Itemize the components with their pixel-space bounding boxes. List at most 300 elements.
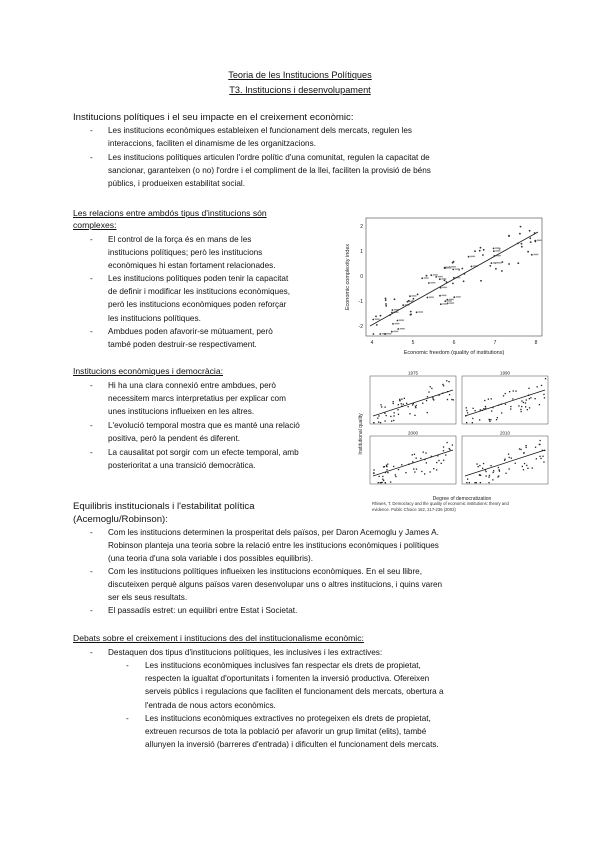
panel-point xyxy=(413,468,414,469)
panel-point xyxy=(485,471,486,472)
scatter-point xyxy=(444,267,446,269)
scatter-point xyxy=(501,270,503,272)
panel-point xyxy=(505,393,506,394)
scatter-point xyxy=(439,278,441,280)
panel-frame xyxy=(370,376,456,424)
panel-point xyxy=(385,407,386,408)
panel-point xyxy=(497,476,498,477)
panel-point xyxy=(521,406,522,407)
panel-point xyxy=(441,463,442,464)
scatter-point xyxy=(474,250,476,252)
scatter-point xyxy=(421,277,423,279)
bullet-dash: - xyxy=(90,421,93,430)
scatter-point xyxy=(480,280,482,282)
y-axis-label: Institutional quality xyxy=(358,413,364,455)
panel-point xyxy=(383,466,384,467)
scatter-point xyxy=(517,262,519,264)
panel-point xyxy=(422,403,423,404)
bullet-dash: - xyxy=(90,567,93,576)
panel-point xyxy=(526,399,527,400)
panels-figure xyxy=(352,366,552,506)
point-label xyxy=(429,297,434,298)
scatter-point xyxy=(376,324,378,326)
panel-point xyxy=(466,410,467,411)
panel-point xyxy=(423,452,424,453)
panel-point xyxy=(416,469,417,470)
scatter-figure xyxy=(340,210,550,360)
panel-point xyxy=(398,414,399,415)
scatter-point xyxy=(508,263,510,265)
scatter-point xyxy=(444,280,446,282)
panel-point xyxy=(541,385,542,386)
panel-point xyxy=(393,420,394,421)
point-label xyxy=(451,266,456,267)
panel-point xyxy=(432,397,433,398)
panel-point xyxy=(545,378,546,379)
bullet-dash: - xyxy=(90,448,93,457)
panel-point xyxy=(526,465,527,466)
panel-frame xyxy=(462,376,548,424)
x-axis-label: Degree of democratization xyxy=(432,496,492,502)
panel-point xyxy=(535,398,536,399)
scatter-point xyxy=(527,251,529,253)
panel-point xyxy=(488,399,489,400)
panel-point xyxy=(433,399,434,400)
scatter-point xyxy=(493,250,495,252)
scatter-point xyxy=(529,237,531,239)
bullet-dash: - xyxy=(90,327,93,336)
panel-point xyxy=(536,458,537,459)
scatter-point xyxy=(435,276,437,278)
panel-point xyxy=(393,403,394,404)
panel-point xyxy=(393,401,394,402)
panel-point xyxy=(373,422,374,423)
point-label xyxy=(495,250,500,251)
panel-point xyxy=(386,466,387,467)
panel-point xyxy=(540,440,541,441)
x-axis-label: Economic freedom (quality of institutions) xyxy=(403,350,505,356)
panel-point xyxy=(448,381,449,382)
scatter-point xyxy=(426,275,428,277)
scatter-point xyxy=(397,320,399,322)
panel-point xyxy=(478,466,479,467)
scatter-point xyxy=(468,256,470,258)
panel-point xyxy=(449,394,450,395)
figure-panel xyxy=(462,431,548,485)
scatter-point xyxy=(521,246,523,248)
panel-point xyxy=(420,458,421,459)
panel-point xyxy=(412,404,413,405)
scatter-point xyxy=(452,269,454,271)
figure-panel xyxy=(370,431,456,485)
scatter-point xyxy=(444,300,446,302)
panel-point xyxy=(503,395,504,396)
scatter-point xyxy=(461,268,463,270)
point-label xyxy=(400,328,405,329)
panel-point xyxy=(447,442,448,443)
panel-point xyxy=(486,475,487,476)
scatter-point xyxy=(427,297,429,299)
panel-point xyxy=(497,417,498,418)
panel-point xyxy=(399,400,400,401)
panel-point xyxy=(377,418,378,419)
panel-point xyxy=(381,406,382,407)
panel-point xyxy=(466,422,467,423)
scatter-point xyxy=(385,299,387,301)
point-label xyxy=(533,254,538,255)
x-tick-label: 8 xyxy=(534,340,538,346)
x-tick-labels xyxy=(371,340,538,346)
panel-point xyxy=(511,458,512,459)
point-label xyxy=(393,331,398,332)
panel-point xyxy=(436,462,437,463)
panel-point xyxy=(479,419,480,420)
scatter-point xyxy=(531,254,533,256)
panel-point xyxy=(391,421,392,422)
point-label xyxy=(399,320,404,321)
panel-point xyxy=(542,456,543,457)
panel-point xyxy=(390,481,391,482)
scatter-point xyxy=(521,243,523,245)
section4-bullet-2: Com les institucions polítiques influeixen les institucions econòmiques. En el seu llibre, discuteixen perquè alguns països varen desenvolupar uns o altres institucions, i quins varen ser els seus resultats. xyxy=(108,567,443,603)
panel-point xyxy=(480,482,481,483)
section2-bullet-2: Les institucions polítiques poden tenir la capacitat de definir i modificar les institucions econòmiques, però les institucions econòmiques poden reforçar les institucions polítiques. xyxy=(108,274,291,323)
panel-point xyxy=(530,397,531,398)
x-tick-label: 4 xyxy=(370,340,374,346)
panel-point xyxy=(525,402,526,403)
panel-point xyxy=(543,394,544,395)
panel-point xyxy=(397,409,398,410)
scatter-point xyxy=(409,295,411,297)
panel-point xyxy=(540,458,541,459)
point-label xyxy=(455,268,460,269)
panel-point xyxy=(522,466,523,467)
point-label xyxy=(493,262,498,263)
panel-point xyxy=(499,471,500,472)
section1-bullet-1: Les institucions econòmiques estableixen el funcionament dels mercats, regulen les interaccions, faciliten el dinamisme de les organitzacions. xyxy=(108,126,413,149)
panel-point xyxy=(539,456,540,457)
section5-subbullet-2: Les institucions econòmiques extractives no protegeixen els drets de propietat, extreuen recursos de tota la població per afavorir un grup limitat (elits), també allunyen la inversió (barreres d'entrada) i dificulten el funcionament dels mercats. xyxy=(145,714,439,750)
section3-bullet-3: La causalitat pot sorgir com un efecte temporal, amb posterioritat a una transició democràtica. xyxy=(108,448,299,471)
panel-point xyxy=(427,412,428,413)
panel-point xyxy=(380,422,381,423)
scatter-point xyxy=(439,295,441,297)
panel-point xyxy=(499,469,500,470)
point-label xyxy=(456,296,461,297)
point-label xyxy=(446,267,451,268)
point-label xyxy=(449,299,454,300)
panel-point xyxy=(523,469,524,470)
scatter-point xyxy=(491,262,493,264)
point-label xyxy=(442,295,447,296)
panel-point xyxy=(510,408,511,409)
point-label xyxy=(424,277,429,278)
scatter-point xyxy=(391,331,393,333)
scatter-point xyxy=(413,298,415,300)
panel-point xyxy=(416,405,417,406)
panel-point xyxy=(393,466,394,467)
panel-point xyxy=(509,468,510,469)
panel-point xyxy=(390,416,391,417)
scatter-point xyxy=(471,266,473,268)
scatter-point xyxy=(392,309,394,311)
point-label xyxy=(537,240,542,241)
panel-point xyxy=(382,476,383,477)
section3-heading: Institucions econòmiques i democràcia: xyxy=(73,366,223,376)
panel-point xyxy=(485,406,486,407)
panel-point xyxy=(452,444,453,445)
panel-point xyxy=(414,471,415,472)
subbullet-dash: - xyxy=(126,661,129,670)
scatter-point xyxy=(373,333,375,335)
bullet-dash: - xyxy=(90,606,93,615)
scatter-point xyxy=(508,235,510,237)
section4-bullet-1: Com les institucions determinen la prosperitat dels països, per Daron Acemoglu y James A. Robinson planteja una teoria sobre la relació entre les institucions econòmiques i polítiques (una teoria d'una sola variable i dos possibles equilibris). xyxy=(108,528,439,564)
panel-point xyxy=(425,452,426,453)
panel-point xyxy=(453,399,454,400)
document-subtitle: T3. Institucions i desenvolupament xyxy=(229,85,371,95)
panel-point xyxy=(501,412,502,413)
bullet-dash: - xyxy=(90,235,93,244)
scatter-point xyxy=(375,316,377,318)
panel-point xyxy=(544,397,545,398)
point-label xyxy=(447,300,452,301)
panel-point xyxy=(406,403,407,404)
y-tick-label: -2 xyxy=(358,324,363,330)
panel-point xyxy=(490,465,491,466)
scatter-point xyxy=(483,249,485,251)
bullet-dash: - xyxy=(90,381,93,390)
scatter-point xyxy=(385,305,387,307)
panel-point xyxy=(379,476,380,477)
y-tick-label: -1 xyxy=(358,299,363,305)
panel-point xyxy=(424,473,425,474)
point-label xyxy=(387,333,392,334)
panel-point xyxy=(378,422,379,423)
panel-title: 1990 xyxy=(499,370,511,376)
panel-point xyxy=(505,473,506,474)
scatter-point xyxy=(453,296,455,298)
bullet-dash: - xyxy=(90,126,93,135)
panel-point xyxy=(442,384,443,385)
panel-point xyxy=(504,459,505,460)
panel-point xyxy=(535,447,536,448)
panel-point xyxy=(451,399,452,400)
panel-point xyxy=(467,479,468,480)
scatter-point xyxy=(410,311,412,313)
panel-trend-line xyxy=(373,390,453,416)
panel-point xyxy=(505,404,506,405)
panel-point xyxy=(415,406,416,407)
panel-point xyxy=(466,407,467,408)
y-tick-labels xyxy=(359,224,364,330)
point-label xyxy=(441,278,446,279)
section5-subbullet-1: Les institucions econòmiques inclusives fan respectar els drets de propietat, respecten la igualtat d'oportunitats i fomenten la inversió productiva. Ofereixen serveis públics i regulacions que faciliten el funcionament dels mercats, obertura a l'entrada de nous actors econòmics. xyxy=(145,661,444,710)
scatter-point xyxy=(379,333,381,335)
panel-point xyxy=(447,399,448,400)
point-label xyxy=(433,274,438,275)
panel-point xyxy=(527,468,528,469)
section2-bullet-1: El control de la força és en mans de les institucions polítiques; però les institucions econòmiques hi estan fortament relacionades. xyxy=(108,235,276,271)
point-label xyxy=(418,311,423,312)
panels-svg xyxy=(352,366,552,506)
panel-point xyxy=(412,461,413,462)
panel-point xyxy=(539,444,540,445)
y-tick-label: 2 xyxy=(360,224,363,230)
point-label xyxy=(438,276,443,277)
panel-point xyxy=(532,467,533,468)
scatter-point xyxy=(430,274,432,276)
panel-point xyxy=(520,409,521,410)
panel-point xyxy=(445,454,446,455)
panel-point xyxy=(472,422,473,423)
figure-panel xyxy=(370,371,456,425)
section5-bullet-1: Destaquen dos tipus d'institucions polítiques, les inclusives i les extractives: xyxy=(108,648,383,657)
panel-point xyxy=(490,419,491,420)
panel-point xyxy=(539,404,540,405)
panel-point xyxy=(482,468,483,469)
panel-point xyxy=(393,415,394,416)
panel-point xyxy=(515,391,516,392)
section3-bullet-1: Hi ha una clara connexió entre ambdues, però necessitem marcs interpretatius per explicar com unes institucions influeixen en les altres. xyxy=(108,381,286,417)
panel-point xyxy=(386,469,387,470)
figure-caption: Rhiwes, T. Democracy and the quality of economic institutions: theory and evidence. Public Choice 162, 217-236 (2002) xyxy=(372,501,509,512)
panel-point xyxy=(433,468,434,469)
panel-point xyxy=(383,480,384,481)
panel-title: 2010 xyxy=(499,430,511,436)
panel-point xyxy=(380,404,381,405)
point-label xyxy=(430,282,435,283)
panel-point xyxy=(404,398,405,399)
y-tick-label: 1 xyxy=(360,249,363,255)
panel-point xyxy=(496,419,497,420)
scatter-point xyxy=(519,233,521,235)
panel-point xyxy=(403,404,404,405)
panel-point xyxy=(401,399,402,400)
panel-point xyxy=(513,390,514,391)
x-tick-label: 7 xyxy=(493,340,497,346)
scatter-point xyxy=(529,230,531,232)
panel-point xyxy=(378,415,379,416)
panel-point xyxy=(509,457,510,458)
panel-point xyxy=(479,474,480,475)
panel-point xyxy=(488,477,489,478)
panel-point xyxy=(380,482,381,483)
panel-point xyxy=(480,409,481,410)
scatter-point xyxy=(463,280,465,282)
panel-point xyxy=(521,411,522,412)
panel-point xyxy=(378,482,379,483)
panel-point xyxy=(394,412,395,413)
panel-point xyxy=(384,413,385,414)
panel-point xyxy=(537,386,538,387)
scatter-point xyxy=(416,311,418,313)
panel-point xyxy=(479,465,480,466)
regression-line xyxy=(370,232,538,326)
panel-point xyxy=(443,450,444,451)
panel-point xyxy=(385,482,386,483)
section1-bullet-2: Les institucions polítiques articulen l'ordre polític d'una comunitat, regulen la capacitat de sancionar, garanteixen (o no) l'ordre i el compliment de la llei, faciliten la provisió de béns públics, i produeixen estabilitat social. xyxy=(108,153,431,189)
point-label xyxy=(395,323,400,324)
x-tick-label: 5 xyxy=(411,340,415,346)
panel-point xyxy=(428,391,429,392)
panel-point xyxy=(521,400,522,401)
point-label xyxy=(495,247,500,248)
panel-point xyxy=(466,482,467,483)
panel-point xyxy=(409,413,410,414)
panel-point xyxy=(446,380,447,381)
section1-heading: Institucions polítiques i el seu impacte en el creixement econòmic: xyxy=(73,112,354,123)
scatter-point xyxy=(384,333,386,335)
y-tick-label: 0 xyxy=(360,274,363,280)
scatter-point xyxy=(392,323,394,325)
panel-point xyxy=(387,472,388,473)
scatter-point xyxy=(493,248,495,250)
panel-point xyxy=(426,400,427,401)
scatter-points xyxy=(372,226,542,335)
panel-point xyxy=(518,405,519,406)
panel-point xyxy=(427,396,428,397)
panel-point xyxy=(525,406,526,407)
panel-point xyxy=(401,403,402,404)
section4-bullet-3: El passadís estret: un equilibri entre Estat i Societat. xyxy=(108,606,298,615)
panel-point xyxy=(491,410,492,411)
point-label xyxy=(449,302,454,303)
panel-point xyxy=(408,406,409,407)
scatter-point xyxy=(452,283,454,285)
panel-point xyxy=(510,406,511,407)
scatter-point xyxy=(410,314,412,316)
panel-point xyxy=(395,476,396,477)
panel-point xyxy=(426,462,427,463)
point-label xyxy=(412,295,417,296)
scatter-point xyxy=(502,261,504,263)
scatter-point xyxy=(380,315,382,317)
panel-point xyxy=(492,479,493,480)
panel-point xyxy=(412,454,413,455)
point-label xyxy=(442,303,447,304)
panel-point xyxy=(443,446,444,447)
panel-point xyxy=(467,412,468,413)
bullet-dash: - xyxy=(90,153,93,162)
scatter-point xyxy=(417,294,419,296)
panel-point xyxy=(524,463,525,464)
scatter-point xyxy=(372,319,374,321)
scatter-point xyxy=(402,304,404,306)
panel-point xyxy=(525,445,526,446)
panel-point xyxy=(469,482,470,483)
panel-point xyxy=(443,460,444,461)
panel-point xyxy=(491,398,492,399)
scatter-point xyxy=(385,303,387,305)
panel-point xyxy=(508,454,509,455)
section2-heading: Les relacions entre ambdós tipus d'institucions són complexes: xyxy=(73,208,267,230)
panel-point xyxy=(483,408,484,409)
panel-point xyxy=(405,472,406,473)
figure-panel xyxy=(462,371,548,425)
panel-title: 2000 xyxy=(407,430,419,436)
bullet-dash: - xyxy=(90,528,93,537)
section3-bullet-2: L'evolució temporal mostra que es manté una relació positiva, però la pendent és diferent. xyxy=(108,421,300,444)
panel-point xyxy=(484,400,485,401)
scatter-plot-svg xyxy=(340,210,550,360)
panel-point xyxy=(523,402,524,403)
scatter-point xyxy=(394,298,396,300)
panel-point xyxy=(473,408,474,409)
scatter-point xyxy=(397,328,399,330)
panel-point xyxy=(529,398,530,399)
panel-point xyxy=(520,449,521,450)
